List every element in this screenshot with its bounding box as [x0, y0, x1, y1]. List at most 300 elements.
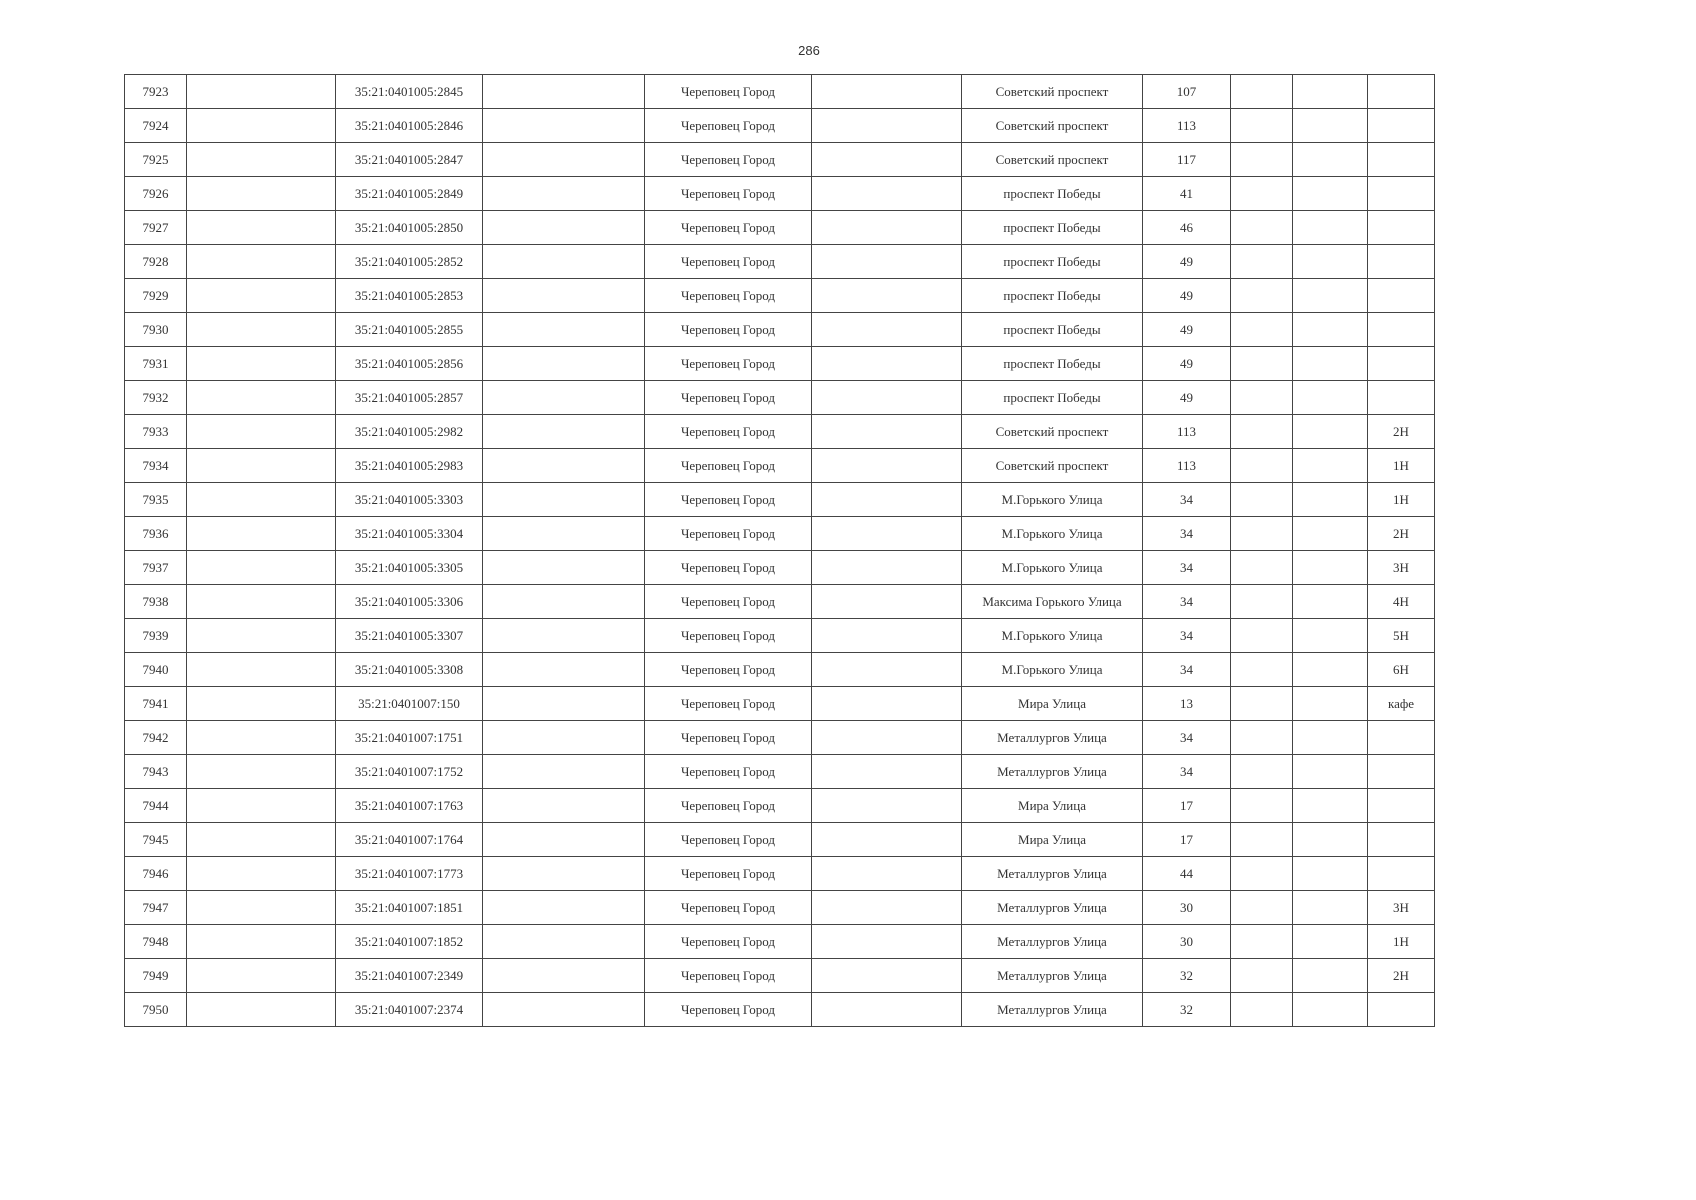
empty-cell [187, 551, 336, 585]
table-row [125, 789, 1435, 823]
street-cell: Максима Горького Улица [962, 585, 1143, 619]
row-number-cell: 7947 [125, 891, 187, 925]
house-number-cell: 34 [1143, 653, 1231, 687]
empty-cell [1293, 857, 1368, 891]
property-registry-table [124, 74, 1435, 1027]
table-row [125, 585, 1435, 619]
city-cell: Череповец Город [645, 313, 812, 347]
house-number-cell: 46 [1143, 211, 1231, 245]
empty-cell [483, 211, 645, 245]
empty-cell [812, 857, 962, 891]
empty-cell [1231, 517, 1293, 551]
cadastral-number-cell: 35:21:0401005:2982 [336, 415, 483, 449]
city-cell: Череповец Город [645, 143, 812, 177]
table-row [125, 381, 1435, 415]
room-cell [1368, 245, 1435, 279]
cadastral-number-cell: 35:21:0401007:1773 [336, 857, 483, 891]
table-row [125, 75, 1435, 109]
room-cell [1368, 381, 1435, 415]
city-cell: Череповец Город [645, 279, 812, 313]
empty-cell [1293, 789, 1368, 823]
house-number-cell: 34 [1143, 517, 1231, 551]
room-cell [1368, 823, 1435, 857]
empty-cell [812, 109, 962, 143]
empty-cell [187, 619, 336, 653]
row-number-cell: 7933 [125, 415, 187, 449]
empty-cell [187, 483, 336, 517]
table-row [125, 143, 1435, 177]
cadastral-number-cell: 35:21:0401007:2374 [336, 993, 483, 1027]
empty-cell [1293, 483, 1368, 517]
empty-cell [1293, 993, 1368, 1027]
street-cell: М.Горького Улица [962, 653, 1143, 687]
empty-cell [812, 551, 962, 585]
table-row [125, 109, 1435, 143]
city-cell: Череповец Город [645, 517, 812, 551]
cadastral-number-cell: 35:21:0401005:2845 [336, 75, 483, 109]
row-number-cell: 7936 [125, 517, 187, 551]
empty-cell [812, 245, 962, 279]
street-cell: проспект Победы [962, 381, 1143, 415]
room-cell: 3Н [1368, 891, 1435, 925]
cadastral-number-cell: 35:21:0401005:2983 [336, 449, 483, 483]
room-cell [1368, 75, 1435, 109]
row-number-cell: 7926 [125, 177, 187, 211]
empty-cell [1231, 925, 1293, 959]
empty-cell [1293, 313, 1368, 347]
empty-cell [1231, 211, 1293, 245]
empty-cell [1293, 245, 1368, 279]
city-cell: Череповец Город [645, 585, 812, 619]
row-number-cell: 7939 [125, 619, 187, 653]
city-cell: Череповец Город [645, 177, 812, 211]
empty-cell [812, 313, 962, 347]
row-number-cell: 7929 [125, 279, 187, 313]
street-cell: Металлургов Улица [962, 959, 1143, 993]
empty-cell [483, 75, 645, 109]
cadastral-number-cell: 35:21:0401005:2856 [336, 347, 483, 381]
empty-cell [1231, 143, 1293, 177]
house-number-cell: 49 [1143, 245, 1231, 279]
city-cell: Череповец Город [645, 415, 812, 449]
room-cell [1368, 721, 1435, 755]
table-row [125, 823, 1435, 857]
city-cell: Череповец Город [645, 959, 812, 993]
room-cell [1368, 279, 1435, 313]
house-number-cell: 32 [1143, 959, 1231, 993]
empty-cell [1231, 789, 1293, 823]
table-row [125, 483, 1435, 517]
room-cell [1368, 347, 1435, 381]
table-row [125, 449, 1435, 483]
empty-cell [483, 313, 645, 347]
empty-cell [1231, 347, 1293, 381]
row-number-cell: 7932 [125, 381, 187, 415]
empty-cell [812, 721, 962, 755]
row-number-cell: 7942 [125, 721, 187, 755]
empty-cell [812, 279, 962, 313]
empty-cell [1293, 721, 1368, 755]
room-cell: 4Н [1368, 585, 1435, 619]
empty-cell [1293, 823, 1368, 857]
empty-cell [1293, 687, 1368, 721]
room-cell [1368, 993, 1435, 1027]
empty-cell [187, 789, 336, 823]
street-cell: Мира Улица [962, 789, 1143, 823]
cadastral-number-cell: 35:21:0401005:2852 [336, 245, 483, 279]
city-cell: Череповец Город [645, 109, 812, 143]
row-number-cell: 7931 [125, 347, 187, 381]
empty-cell [1293, 653, 1368, 687]
empty-cell [812, 143, 962, 177]
cadastral-number-cell: 35:21:0401005:3306 [336, 585, 483, 619]
empty-cell [187, 721, 336, 755]
empty-cell [187, 925, 336, 959]
empty-cell [187, 211, 336, 245]
house-number-cell: 34 [1143, 551, 1231, 585]
row-number-cell: 7950 [125, 993, 187, 1027]
room-cell [1368, 313, 1435, 347]
row-number-cell: 7934 [125, 449, 187, 483]
row-number-cell: 7937 [125, 551, 187, 585]
empty-cell [187, 109, 336, 143]
empty-cell [1293, 585, 1368, 619]
table-row [125, 177, 1435, 211]
empty-cell [483, 585, 645, 619]
city-cell: Череповец Город [645, 653, 812, 687]
cadastral-number-cell: 35:21:0401005:3304 [336, 517, 483, 551]
empty-cell [1293, 517, 1368, 551]
cadastral-number-cell: 35:21:0401005:3307 [336, 619, 483, 653]
cadastral-number-cell: 35:21:0401005:3303 [336, 483, 483, 517]
table-row [125, 279, 1435, 313]
house-number-cell: 13 [1143, 687, 1231, 721]
street-cell: Металлургов Улица [962, 925, 1143, 959]
street-cell: Советский проспект [962, 415, 1143, 449]
empty-cell [187, 313, 336, 347]
empty-cell [483, 517, 645, 551]
empty-cell [187, 143, 336, 177]
empty-cell [1293, 449, 1368, 483]
table-row [125, 211, 1435, 245]
empty-cell [1293, 959, 1368, 993]
cadastral-number-cell: 35:21:0401005:3305 [336, 551, 483, 585]
street-cell: проспект Победы [962, 177, 1143, 211]
room-cell [1368, 109, 1435, 143]
room-cell: 1Н [1368, 483, 1435, 517]
empty-cell [1231, 415, 1293, 449]
street-cell: Мира Улица [962, 823, 1143, 857]
room-cell [1368, 857, 1435, 891]
street-cell: Советский проспект [962, 75, 1143, 109]
cadastral-number-cell: 35:21:0401005:2855 [336, 313, 483, 347]
house-number-cell: 49 [1143, 279, 1231, 313]
empty-cell [483, 619, 645, 653]
cadastral-number-cell: 35:21:0401007:1751 [336, 721, 483, 755]
empty-cell [1293, 279, 1368, 313]
house-number-cell: 34 [1143, 619, 1231, 653]
street-cell: Металлургов Улица [962, 891, 1143, 925]
house-number-cell: 34 [1143, 721, 1231, 755]
house-number-cell: 30 [1143, 925, 1231, 959]
street-cell: Металлургов Улица [962, 993, 1143, 1027]
city-cell: Череповец Город [645, 211, 812, 245]
empty-cell [483, 653, 645, 687]
row-number-cell: 7927 [125, 211, 187, 245]
cadastral-number-cell: 35:21:0401007:150 [336, 687, 483, 721]
table-row [125, 347, 1435, 381]
empty-cell [187, 75, 336, 109]
street-cell: Советский проспект [962, 143, 1143, 177]
empty-cell [1231, 585, 1293, 619]
table-row [125, 653, 1435, 687]
cadastral-number-cell: 35:21:0401005:2857 [336, 381, 483, 415]
room-cell [1368, 755, 1435, 789]
city-cell: Череповец Город [645, 551, 812, 585]
row-number-cell: 7935 [125, 483, 187, 517]
empty-cell [1231, 993, 1293, 1027]
house-number-cell: 44 [1143, 857, 1231, 891]
empty-cell [812, 75, 962, 109]
house-number-cell: 49 [1143, 381, 1231, 415]
row-number-cell: 7940 [125, 653, 187, 687]
street-cell: проспект Победы [962, 211, 1143, 245]
empty-cell [812, 517, 962, 551]
street-cell: Металлургов Улица [962, 721, 1143, 755]
empty-cell [812, 449, 962, 483]
table-row [125, 517, 1435, 551]
house-number-cell: 113 [1143, 449, 1231, 483]
empty-cell [812, 755, 962, 789]
empty-cell [483, 993, 645, 1027]
street-cell: проспект Победы [962, 347, 1143, 381]
row-number-cell: 7930 [125, 313, 187, 347]
room-cell: 5Н [1368, 619, 1435, 653]
row-number-cell: 7945 [125, 823, 187, 857]
house-number-cell: 34 [1143, 483, 1231, 517]
cadastral-number-cell: 35:21:0401007:1763 [336, 789, 483, 823]
empty-cell [187, 585, 336, 619]
empty-cell [1293, 415, 1368, 449]
empty-cell [812, 381, 962, 415]
city-cell: Череповец Город [645, 891, 812, 925]
city-cell: Череповец Город [645, 449, 812, 483]
table-row [125, 245, 1435, 279]
empty-cell [187, 993, 336, 1027]
house-number-cell: 49 [1143, 313, 1231, 347]
table-body [125, 75, 1435, 1027]
street-cell: Советский проспект [962, 109, 1143, 143]
house-number-cell: 113 [1143, 415, 1231, 449]
empty-cell [483, 177, 645, 211]
house-number-cell: 17 [1143, 789, 1231, 823]
empty-cell [1293, 211, 1368, 245]
city-cell: Череповец Город [645, 75, 812, 109]
house-number-cell: 17 [1143, 823, 1231, 857]
empty-cell [483, 891, 645, 925]
table-row [125, 755, 1435, 789]
empty-cell [187, 755, 336, 789]
house-number-cell: 34 [1143, 755, 1231, 789]
street-cell: проспект Победы [962, 279, 1143, 313]
table-row [125, 959, 1435, 993]
empty-cell [1231, 959, 1293, 993]
empty-cell [812, 959, 962, 993]
empty-cell [1293, 109, 1368, 143]
row-number-cell: 7946 [125, 857, 187, 891]
empty-cell [1231, 687, 1293, 721]
empty-cell [812, 789, 962, 823]
empty-cell [187, 279, 336, 313]
empty-cell [1231, 177, 1293, 211]
table-row [125, 551, 1435, 585]
empty-cell [812, 347, 962, 381]
cadastral-number-cell: 35:21:0401007:1852 [336, 925, 483, 959]
empty-cell [812, 585, 962, 619]
row-number-cell: 7924 [125, 109, 187, 143]
cadastral-number-cell: 35:21:0401005:2846 [336, 109, 483, 143]
street-cell: М.Горького Улица [962, 619, 1143, 653]
empty-cell [187, 449, 336, 483]
empty-cell [812, 993, 962, 1027]
row-number-cell: 7925 [125, 143, 187, 177]
empty-cell [1293, 925, 1368, 959]
empty-cell [812, 415, 962, 449]
cadastral-number-cell: 35:21:0401007:1764 [336, 823, 483, 857]
empty-cell [1231, 245, 1293, 279]
row-number-cell: 7944 [125, 789, 187, 823]
street-cell: М.Горького Улица [962, 483, 1143, 517]
row-number-cell: 7923 [125, 75, 187, 109]
empty-cell [1231, 449, 1293, 483]
empty-cell [1231, 721, 1293, 755]
empty-cell [1231, 755, 1293, 789]
house-number-cell: 49 [1143, 347, 1231, 381]
city-cell: Череповец Город [645, 619, 812, 653]
empty-cell [1293, 177, 1368, 211]
empty-cell [187, 857, 336, 891]
empty-cell [1293, 755, 1368, 789]
street-cell: Металлургов Улица [962, 857, 1143, 891]
room-cell: 2Н [1368, 517, 1435, 551]
empty-cell [812, 177, 962, 211]
room-cell: 2Н [1368, 415, 1435, 449]
empty-cell [483, 755, 645, 789]
street-cell: Советский проспект [962, 449, 1143, 483]
empty-cell [812, 925, 962, 959]
house-number-cell: 107 [1143, 75, 1231, 109]
street-cell: Металлургов Улица [962, 755, 1143, 789]
city-cell: Череповец Город [645, 993, 812, 1027]
empty-cell [1231, 313, 1293, 347]
room-cell: 1Н [1368, 925, 1435, 959]
empty-cell [187, 415, 336, 449]
room-cell: 3Н [1368, 551, 1435, 585]
empty-cell [1293, 891, 1368, 925]
street-cell: Мира Улица [962, 687, 1143, 721]
room-cell [1368, 143, 1435, 177]
street-cell: М.Горького Улица [962, 517, 1143, 551]
city-cell: Череповец Город [645, 483, 812, 517]
empty-cell [1293, 143, 1368, 177]
empty-cell [812, 619, 962, 653]
empty-cell [483, 483, 645, 517]
empty-cell [1231, 857, 1293, 891]
city-cell: Череповец Город [645, 381, 812, 415]
empty-cell [1293, 75, 1368, 109]
empty-cell [483, 551, 645, 585]
room-cell: 1Н [1368, 449, 1435, 483]
city-cell: Череповец Город [645, 721, 812, 755]
empty-cell [187, 653, 336, 687]
table-row [125, 687, 1435, 721]
empty-cell [187, 381, 336, 415]
empty-cell [187, 517, 336, 551]
cadastral-number-cell: 35:21:0401005:2847 [336, 143, 483, 177]
street-cell: М.Горького Улица [962, 551, 1143, 585]
house-number-cell: 30 [1143, 891, 1231, 925]
empty-cell [483, 925, 645, 959]
empty-cell [1293, 551, 1368, 585]
cadastral-number-cell: 35:21:0401007:1851 [336, 891, 483, 925]
empty-cell [483, 449, 645, 483]
cadastral-number-cell: 35:21:0401007:2349 [336, 959, 483, 993]
empty-cell [1231, 75, 1293, 109]
empty-cell [1231, 551, 1293, 585]
empty-cell [483, 381, 645, 415]
empty-cell [483, 857, 645, 891]
city-cell: Череповец Город [645, 823, 812, 857]
city-cell: Череповец Город [645, 687, 812, 721]
empty-cell [1231, 279, 1293, 313]
street-cell: проспект Победы [962, 313, 1143, 347]
room-cell: 2Н [1368, 959, 1435, 993]
empty-cell [1231, 823, 1293, 857]
table-row [125, 857, 1435, 891]
page-number: 286 [798, 43, 820, 58]
city-cell: Череповец Город [645, 857, 812, 891]
empty-cell [483, 245, 645, 279]
row-number-cell: 7949 [125, 959, 187, 993]
empty-cell [483, 279, 645, 313]
empty-cell [187, 891, 336, 925]
empty-cell [1231, 109, 1293, 143]
empty-cell [483, 415, 645, 449]
house-number-cell: 113 [1143, 109, 1231, 143]
cadastral-number-cell: 35:21:0401007:1752 [336, 755, 483, 789]
table-row [125, 925, 1435, 959]
table-row [125, 619, 1435, 653]
table-row [125, 721, 1435, 755]
cadastral-number-cell: 35:21:0401005:2850 [336, 211, 483, 245]
row-number-cell: 7938 [125, 585, 187, 619]
room-cell [1368, 177, 1435, 211]
table-row [125, 313, 1435, 347]
empty-cell [483, 721, 645, 755]
house-number-cell: 34 [1143, 585, 1231, 619]
cadastral-number-cell: 35:21:0401005:2849 [336, 177, 483, 211]
table-row [125, 891, 1435, 925]
empty-cell [812, 211, 962, 245]
empty-cell [483, 789, 645, 823]
table-row [125, 415, 1435, 449]
empty-cell [812, 483, 962, 517]
city-cell: Череповец Город [645, 245, 812, 279]
city-cell: Череповец Город [645, 755, 812, 789]
empty-cell [812, 687, 962, 721]
empty-cell [1293, 381, 1368, 415]
cadastral-number-cell: 35:21:0401005:3308 [336, 653, 483, 687]
